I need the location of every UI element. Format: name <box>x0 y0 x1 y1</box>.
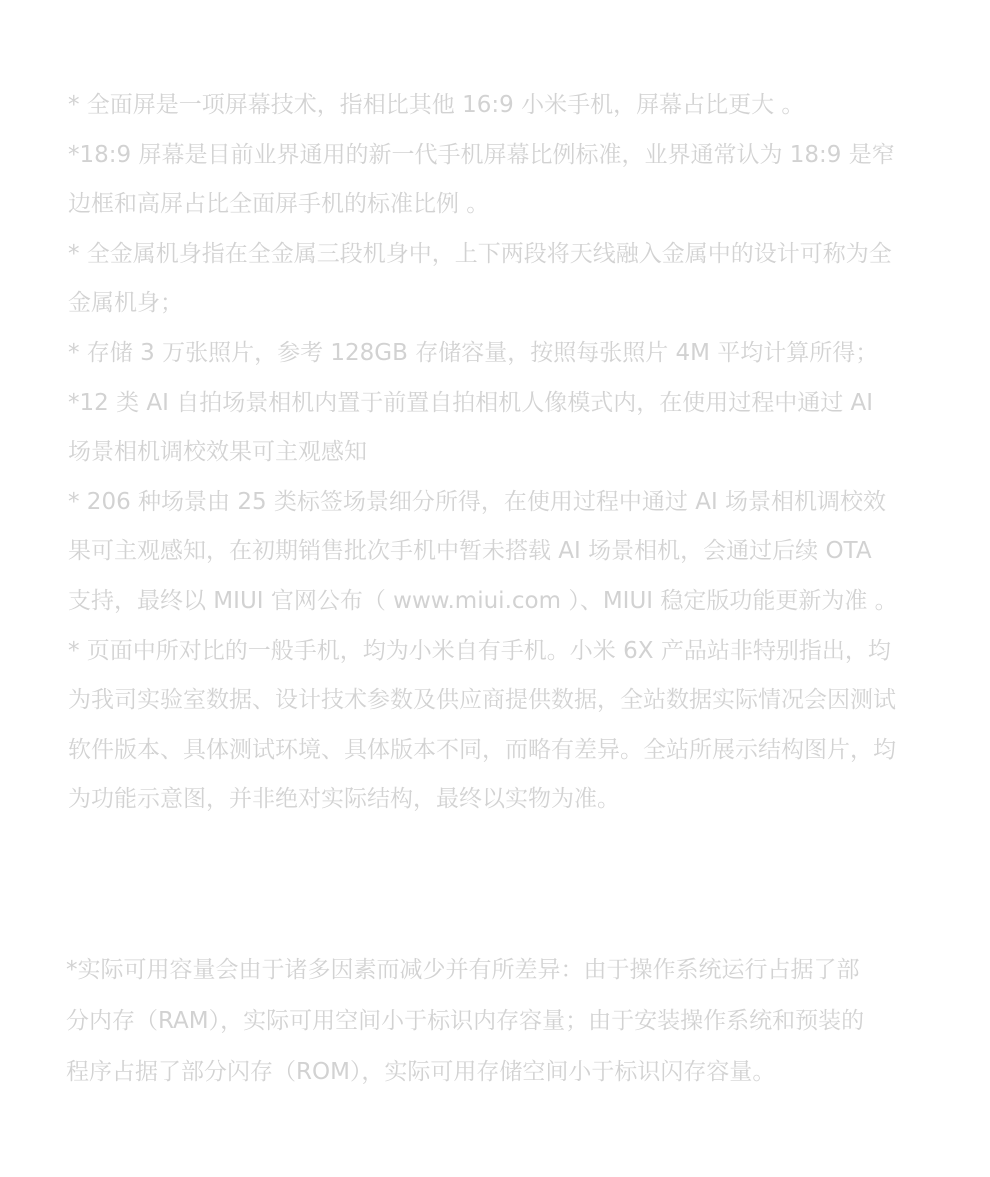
footnote-metal-body: * 全金属机身指在全金属三段机身中，上下两段将天线融入金属中的设计可称为全金属机身； <box>68 240 892 317</box>
footnote-aspect-ratio: *18:9 屏幕是目前业界通用的新一代手机屏幕比例标准，业界通常认为 18:9 是窄边框和高屏占比全面屏手机的标准比例 。 <box>68 141 895 218</box>
footnotes-list <box>68 81 898 825</box>
footnote-ai-scenes: * 206 种场景由 25 类标签场景细分所得，在使用过程中通过 AI 场景相机调校效果可主观感知，在初期销售批次手机中暂未搭载 AI 场景相机，会通过后续 OTA 支持，最终以 MIUI 官网公布（ www.miui.com ）、MIUI 稳定版功能更新为准 。 <box>68 488 898 614</box>
footnote-comparison: * 页面中所对比的一般手机，均为小米自有手机。小米 6X 产品站非特别指出，均为我司实验室数据、设计技术参数及供应商提供数据，全站数据实际情况会因测试软件版本、具体测试环境、具体版本不同，而略有差异。全站所展示结构图片，均为功能示意图，并非绝对实际结构，最终以实物为准。 <box>68 637 896 813</box>
footnote-photo-storage: * 存储 3 万张照片，参考 128GB 存储容量，按照每张照片 4M 平均计算所得； <box>68 339 879 366</box>
footnote-ai-selfie: *12 类 AI 自拍场景相机内置于前置自拍相机人像模式内，在使用过程中通过 AI 场景相机调校效果可主观感知 <box>68 389 874 466</box>
footnote-storage-capacity: *实际可用容量会由于诸多因素而减少并有所差异：由于操作系统运行占据了部分内存（RAM），实际可用空间小于标识内存容量；由于安装操作系统和预装的程序占据了部分闪存（ROM），实际可用存储空间小于标识闪存容量。 <box>66 957 865 1085</box>
footnote-fullscreen: * 全面屏是一项屏幕技术，指相比其他 16:9 小米手机，屏幕占比更大 。 <box>68 92 805 118</box>
